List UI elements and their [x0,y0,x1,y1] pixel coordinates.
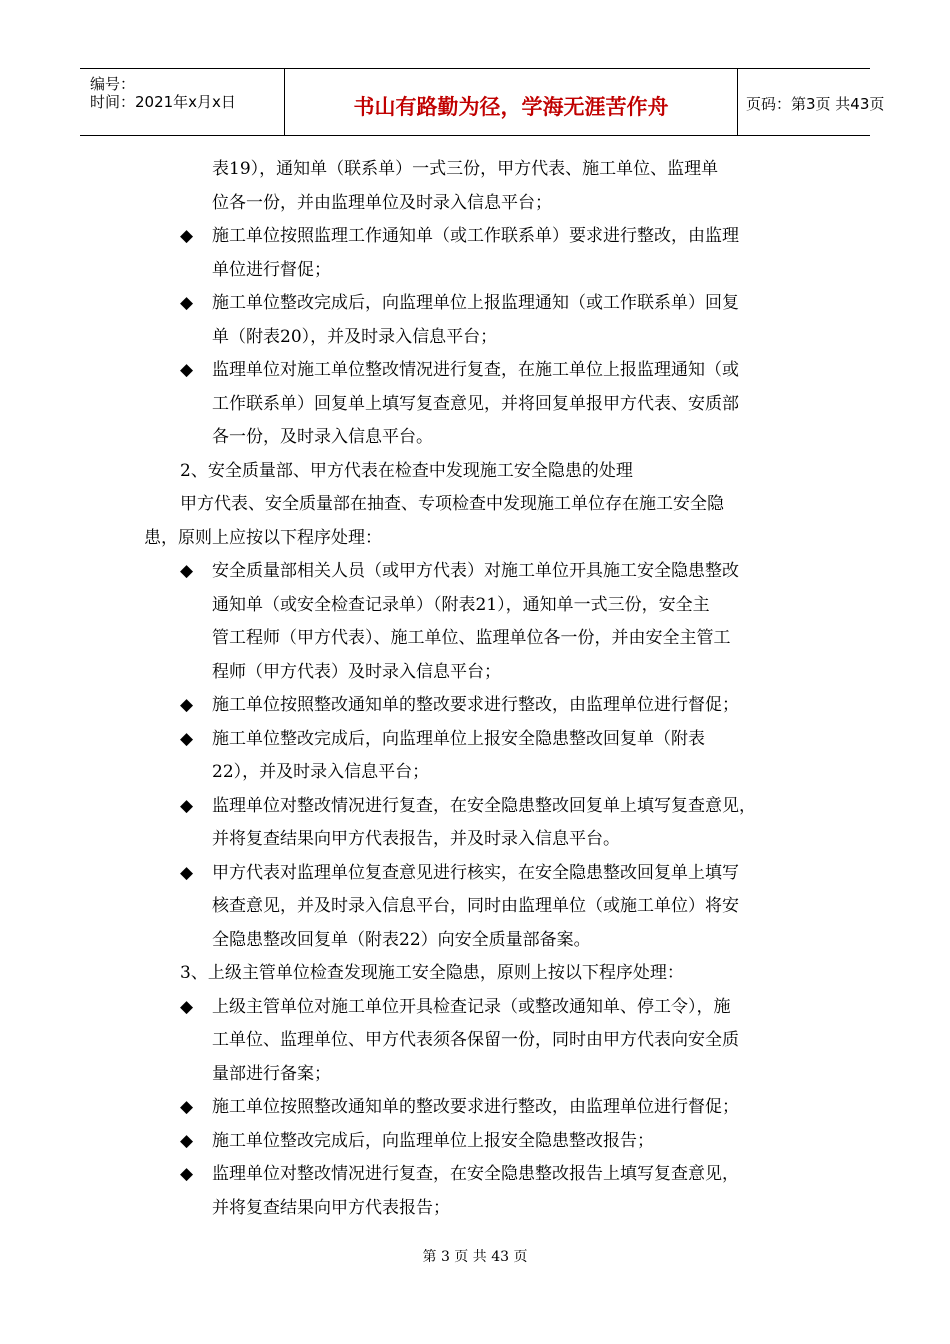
header-motto-cell [285,69,738,135]
body-line: 位各一份，并由监理单位及时录入信息平台； [212,193,552,213]
bullet-diamond-icon: ◆ [180,997,194,1017]
bullet-diamond-icon: ◆ [180,1097,194,1117]
body-line: 上级主管单位对施工单位开具检查记录（或整改通知单、停工令），施 [212,997,731,1017]
body-line: 并将复查结果向甲方代表报告，并及时录入信息平台。 [212,829,620,849]
body-line: 并将复查结果向甲方代表报告； [212,1198,450,1218]
header-page-info: 页码：第3页 共43页 [746,95,885,113]
body-line: 施工单位整改完成后，向监理单位上报安全隐患整改回复单（附表 [212,729,705,749]
page-footer: 第 3 页 共 43 页 [422,1249,528,1265]
body-line: 工作联系单）回复单上填写复查意见，并将回复单报甲方代表、安质部 [212,394,739,414]
bullet-diamond-icon: ◆ [180,226,194,246]
body-line: 管工程师（甲方代表）、施工单位、监理单位各一份，并由安全主管工 [212,628,731,648]
bullet-diamond-icon: ◆ [180,863,194,883]
bullet-diamond-icon: ◆ [180,293,194,313]
body-line: 核查意见，并及时录入信息平台，同时由监理单位（或施工单位）将安 [212,896,739,916]
bullet-diamond-icon: ◆ [180,729,194,749]
body-line: 2、安全质量部、甲方代表在检查中发现施工安全隐患的处理 [180,461,633,481]
body-line: 3、上级主管单位检查发现施工安全隐患，原则上按以下程序处理： [180,963,684,983]
body-line: 单位进行督促； [212,260,331,280]
body-line: 施工单位按照整改通知单的整改要求进行整改，由监理单位进行督促； [212,695,739,715]
body-line: 22），并及时录入信息平台； [212,762,430,782]
page-header [80,68,885,136]
body-line: 各一份，及时录入信息平台。 [212,427,433,447]
bullet-diamond-icon: ◆ [180,360,194,380]
body-line: 甲方代表对监理单位复查意见进行核实，在安全隐患整改回复单上填写 [212,863,739,883]
doc-time-label: 时间：2021年x月x日 [90,93,236,111]
doc-number-label: 编号： [90,75,136,93]
body-line: 患，原则上应按以下程序处理： [144,528,382,548]
body-line: 监理单位对施工单位整改情况进行复查，在施工单位上报监理通知（或 [212,360,739,380]
header-page-cell [738,69,885,135]
bullet-diamond-icon: ◆ [180,796,194,816]
bullet-diamond-icon: ◆ [180,1131,194,1151]
header-motto: 书山有路勤为径，学海无涯苦作舟 [353,95,669,119]
header-meta-cell [80,69,285,135]
body-line: 量部进行备案； [212,1064,331,1084]
body-line: 监理单位对整改情况进行复查，在安全隐患整改报告上填写复查意见， [212,1164,739,1184]
body-line: 甲方代表、安全质量部在抽查、专项检查中发现施工单位存在施工安全隐 [180,494,724,514]
body-line: 施工单位按照监理工作通知单（或工作联系单）要求进行整改，由监理 [212,226,739,246]
body-line: 全隐患整改回复单（附表22）向安全质量部备案。 [212,930,591,950]
body-line: 施工单位按照整改通知单的整改要求进行整改，由监理单位进行督促； [212,1097,739,1117]
bullet-diamond-icon: ◆ [180,695,194,715]
body-line: 通知单（或安全检查记录单）（附表21），通知单一式三份，安全主 [212,595,710,615]
body-line: 单（附表20），并及时录入信息平台； [212,327,498,347]
body-line: 表19），通知单（联系单）一式三份，甲方代表、施工单位、监理单 [212,159,719,179]
body-line: 监理单位对整改情况进行复查，在安全隐患整改回复单上填写复查意见， [212,796,756,816]
body-line: 程师（甲方代表）及时录入信息平台； [212,662,501,682]
body-line: 安全质量部相关人员（或甲方代表）对施工单位开具施工安全隐患整改 [212,561,739,581]
body-line: 施工单位整改完成后，向监理单位上报安全隐患整改报告； [212,1131,654,1151]
bullet-diamond-icon: ◆ [180,561,194,581]
body-line: 工单位、监理单位、甲方代表须各保留一份，同时由甲方代表向安全质 [212,1030,739,1050]
bullet-diamond-icon: ◆ [180,1164,194,1184]
body-line: 施工单位整改完成后，向监理单位上报监理通知（或工作联系单）回复 [212,293,739,313]
